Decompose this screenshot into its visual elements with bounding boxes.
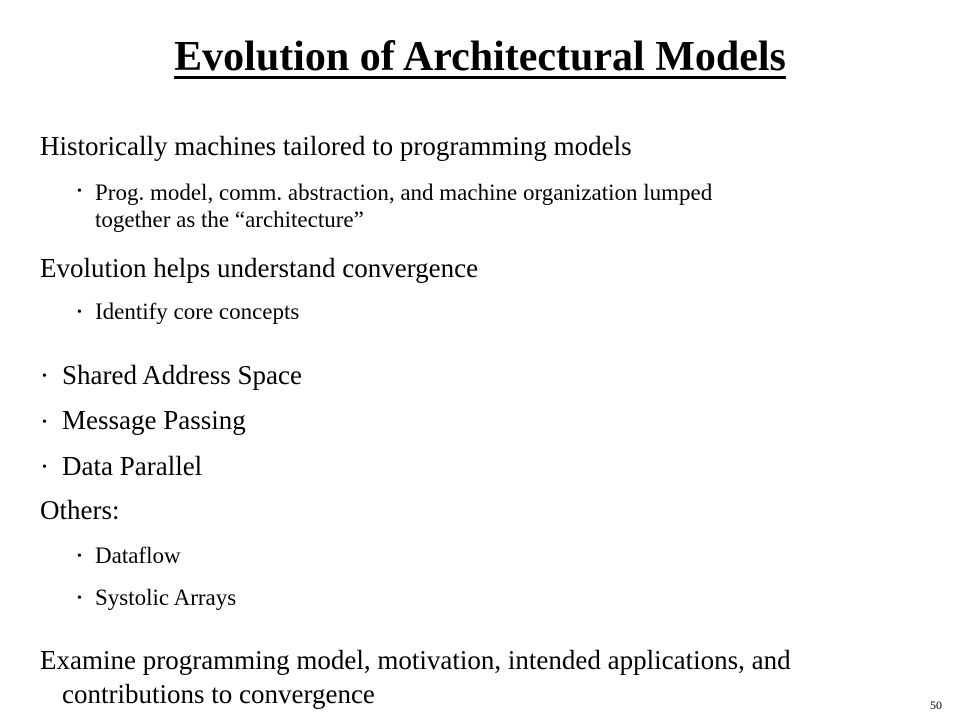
bullet-icon: • <box>42 369 47 384</box>
bullet-icon: • <box>77 591 82 606</box>
point-others: Others: <box>40 495 120 525</box>
bullet-icon: • <box>77 184 82 199</box>
subpoint-identify: Identify core concepts <box>95 299 300 324</box>
point-shared-address: Shared Address Space <box>62 360 302 390</box>
page-number: 50 <box>930 698 942 712</box>
subpoint-prog-model-line1: Prog. model, comm. abstraction, and machine organization lumped <box>95 180 713 205</box>
slide-title: Evolution of Architectural Models <box>174 34 786 80</box>
point-examine-line2: contributions to convergence <box>62 679 375 709</box>
point-examine <box>40 643 940 711</box>
subpoint-prog-model-line2: together as the “architecture” <box>95 207 364 232</box>
point-data-parallel: Data Parallel <box>62 451 203 481</box>
point-historically: Historically machines tailored to programming models <box>40 131 632 161</box>
subpoint-prog-model <box>95 179 712 233</box>
point-evolution: Evolution helps understand convergence <box>40 253 479 283</box>
point-examine-line1: Examine programming model, motivation, intended applications, and <box>40 645 791 675</box>
bullet-icon: • <box>77 305 82 320</box>
subpoint-systolic: Systolic Arrays <box>95 585 237 610</box>
bullet-icon: • <box>42 415 47 430</box>
subpoint-dataflow: Dataflow <box>95 543 181 568</box>
bullet-icon: • <box>77 549 82 564</box>
bullet-icon: • <box>42 460 47 475</box>
point-message-passing: Message Passing <box>62 405 246 435</box>
